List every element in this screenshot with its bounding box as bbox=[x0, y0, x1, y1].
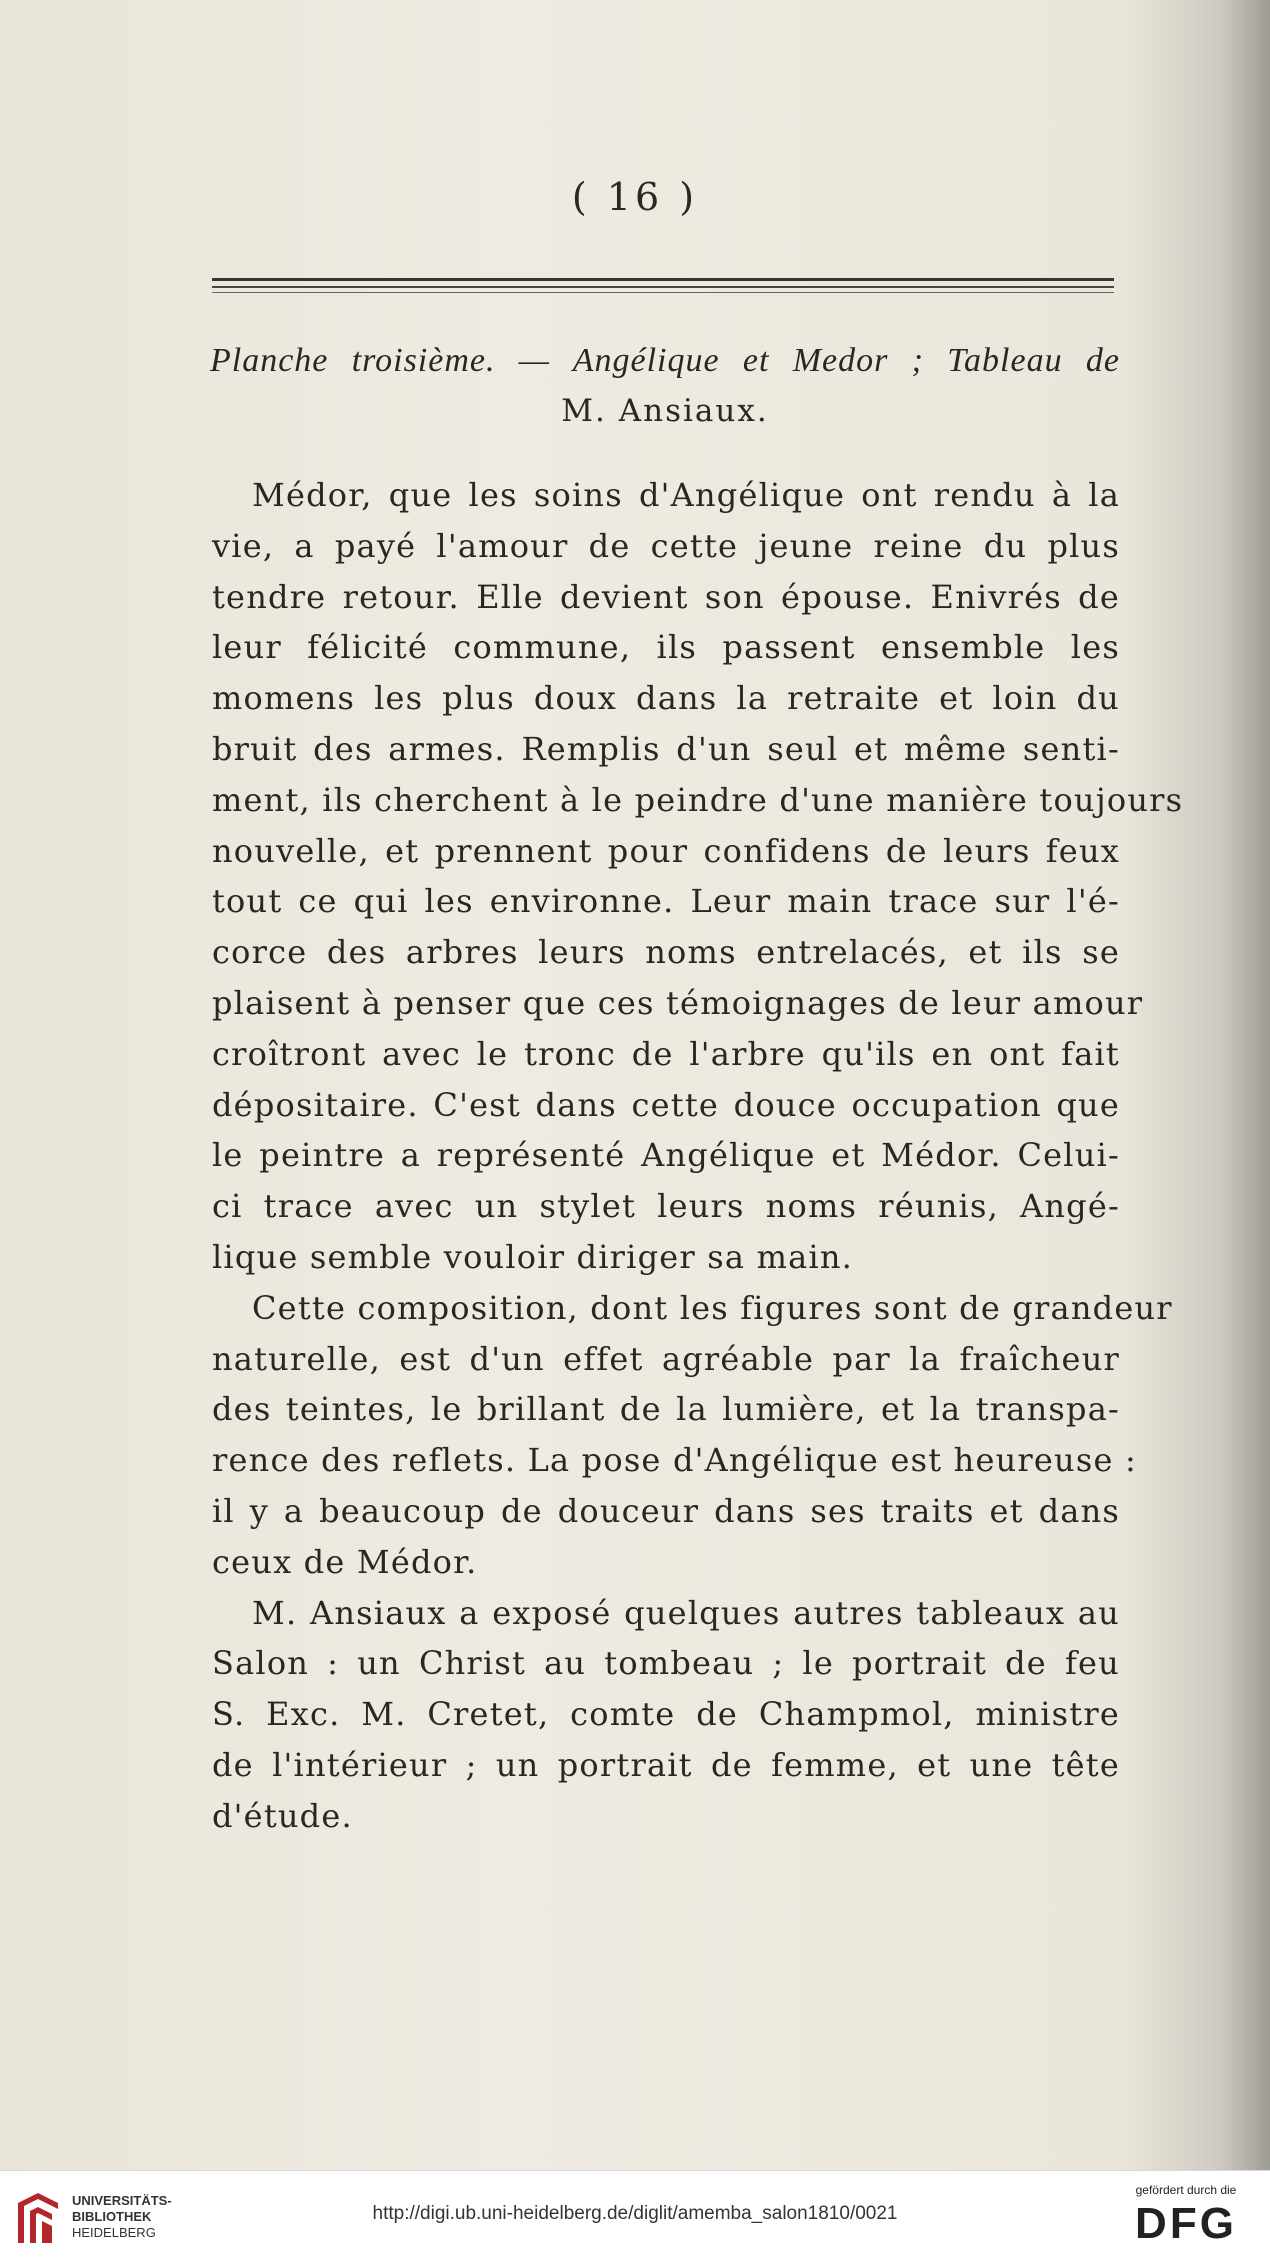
text-line: ment, ils cherchent à le peindre d'une manière toujours bbox=[212, 780, 1184, 819]
header-rule bbox=[212, 278, 1114, 281]
paragraph bbox=[212, 470, 1184, 1283]
text-line: vie, a payé l'amour de cette jeune reine du plus bbox=[212, 526, 1120, 565]
heading-line: Planche troisième. — Angélique et Medor ; Tableau de bbox=[210, 342, 1120, 379]
dfg-logo: DFG bbox=[1135, 2199, 1237, 2248]
text-line: des teintes, le brillant de la lumière, et la transpa- bbox=[212, 1390, 1120, 1429]
text-line: d'étude. bbox=[212, 1796, 353, 1835]
text-line: ceux de Médor. bbox=[212, 1542, 478, 1581]
text-line: croîtront avec le tronc de l'arbre qu'ils en ont fait bbox=[212, 1034, 1120, 1073]
text-line: bruit des armes. Remplis d'un seul et même senti- bbox=[212, 729, 1120, 768]
text-line: tendre retour. Elle devient son épouse. Enivrés de bbox=[212, 577, 1120, 616]
text-line: ci trace avec un stylet leurs noms réunis, Angé- bbox=[212, 1187, 1120, 1226]
text-line: nouvelle, et prennent pour confidens de leurs feux bbox=[212, 831, 1120, 870]
funding-label: gefördert durch die bbox=[1135, 2183, 1237, 2197]
text-line: le peintre a représenté Angélique et Médor. Celui- bbox=[212, 1136, 1120, 1175]
text-line: leur félicité commune, ils passent ensemble les bbox=[212, 628, 1120, 667]
text-line: lique semble vouloir diriger sa main. bbox=[212, 1237, 854, 1276]
library-name-line: BIBLIOTHEK bbox=[72, 2209, 152, 2224]
text-line: tout ce qui les environne. Leur main trace sur l'é- bbox=[212, 882, 1120, 921]
text-line: S. Exc. M. Cretet, comte de Champmol, ministre bbox=[212, 1695, 1120, 1734]
section-heading bbox=[210, 336, 1120, 436]
paragraph bbox=[212, 1588, 1120, 1842]
text-line: Cette composition, dont les figures sont de grandeur bbox=[252, 1288, 1173, 1327]
page-number: ( 16 ) bbox=[571, 175, 699, 219]
text-line: de l'intérieur ; un portrait de femme, et une tête bbox=[212, 1745, 1120, 1784]
text-line: rence des reflets. La pose d'Angélique est heureuse : bbox=[212, 1441, 1137, 1480]
permalink-url[interactable]: http://digi.ub.uni-heidelberg.de/diglit/amemba_salon1810/0021 bbox=[372, 2203, 898, 2224]
header-rule bbox=[212, 286, 1114, 288]
heading-line: M. Ansiaux. bbox=[561, 393, 769, 429]
paragraph bbox=[212, 1283, 1173, 1588]
text-line: Médor, que les soins d'Angélique ont rendu à la bbox=[252, 476, 1120, 514]
text-line: dépositaire. C'est dans cette douce occupation que bbox=[212, 1085, 1120, 1124]
text-line: Salon : un Christ au tombeau ; le portrait de feu bbox=[212, 1644, 1120, 1683]
viewer-footer bbox=[0, 2170, 1270, 2265]
funding-credit bbox=[1116, 2183, 1256, 2247]
header-rule bbox=[212, 292, 1114, 293]
text-line: naturelle, est d'un effet agréable par la fraîcheur bbox=[212, 1339, 1120, 1378]
body-text bbox=[212, 470, 1184, 1842]
text-line: plaisent à penser que ces témoignages de leur amour bbox=[212, 983, 1144, 1022]
library-name-line: HEIDELBERG bbox=[72, 2225, 156, 2240]
library-name-line: UNIVERSITÄTS- bbox=[72, 2193, 172, 2208]
text-line: M. Ansiaux a exposé quelques autres tableaux au bbox=[252, 1593, 1120, 1632]
text-line: il y a beaucoup de douceur dans ses traits et dans bbox=[212, 1491, 1120, 1530]
text-line: momens les plus doux dans la retraite et loin du bbox=[212, 679, 1120, 718]
text-line: corce des arbres leurs noms entrelacés, et ils se bbox=[212, 933, 1120, 972]
